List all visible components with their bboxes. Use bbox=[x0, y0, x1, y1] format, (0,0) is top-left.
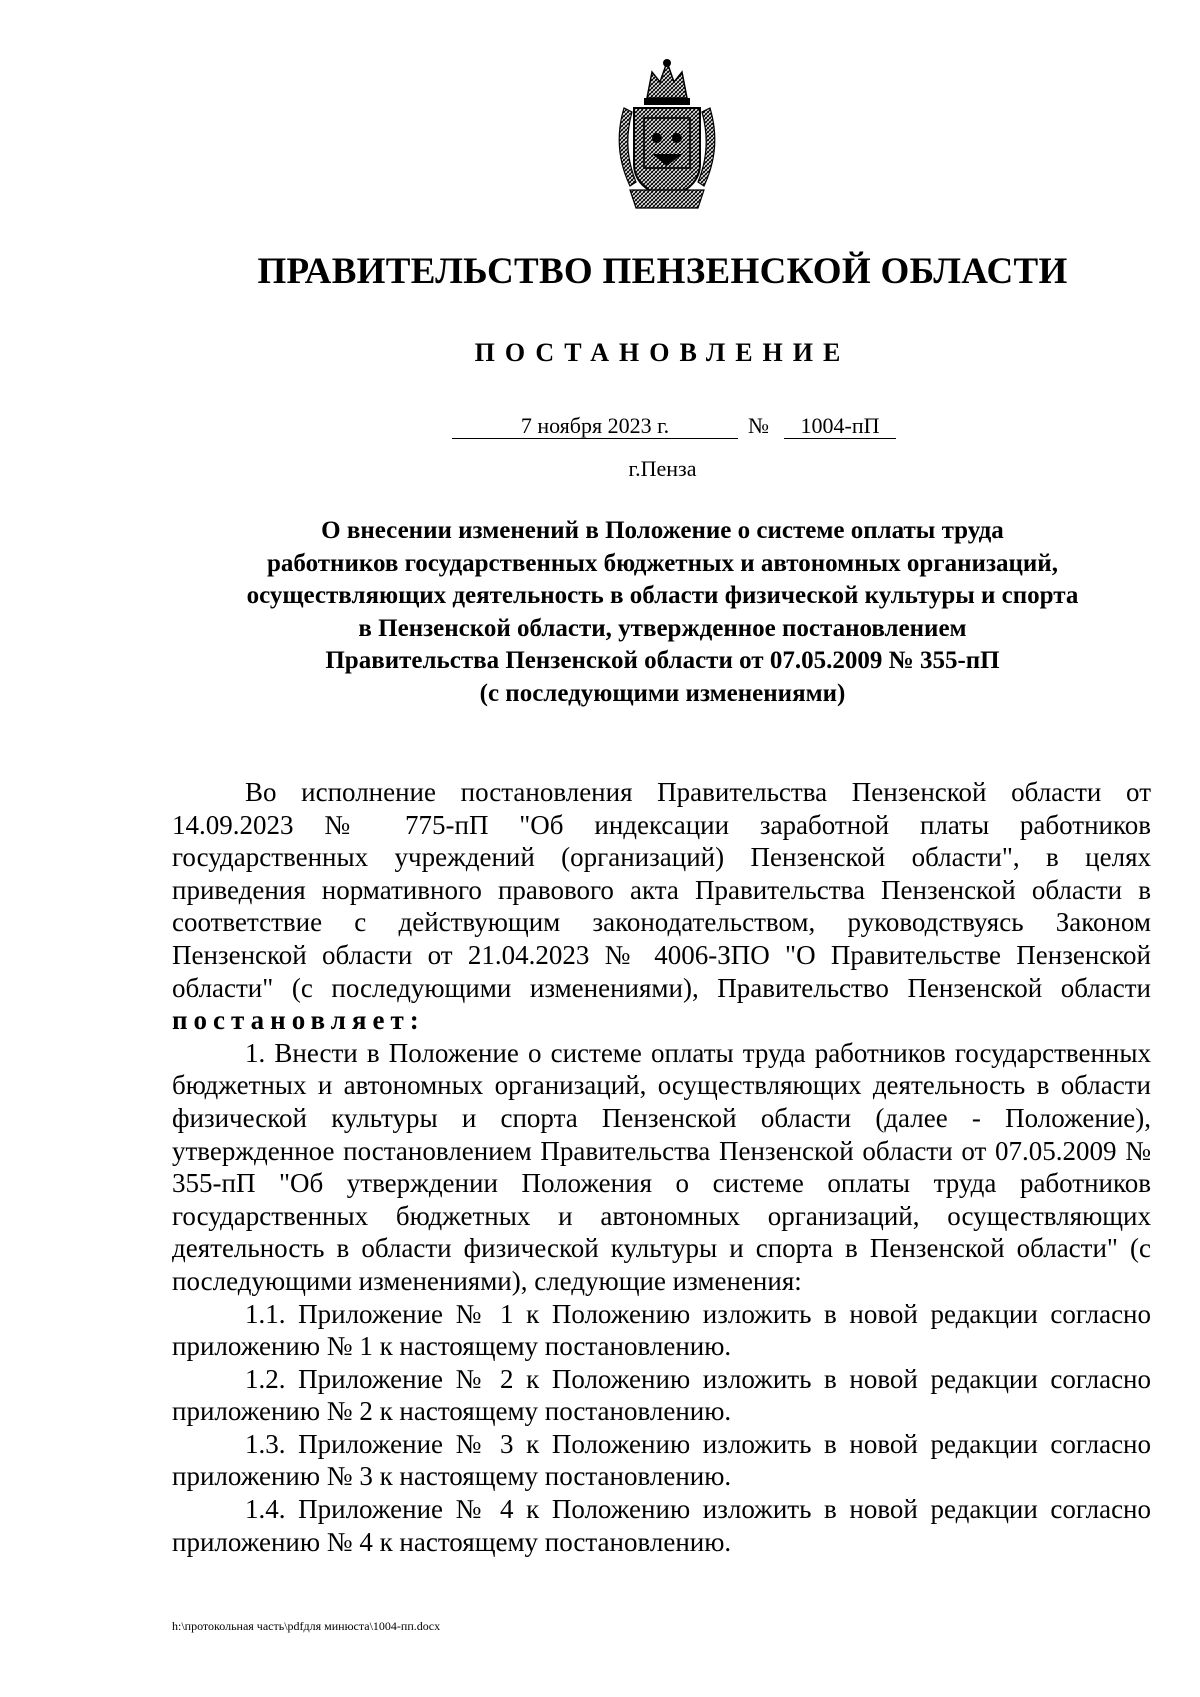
document-body bbox=[172, 776, 1151, 1558]
organization-title: ПРАВИТЕЛЬСТВО ПЕНЗЕНСКОЙ ОБЛАСТИ bbox=[257, 251, 1068, 292]
heading-line: в Пензенской области, утвержденное постановлением bbox=[358, 614, 967, 642]
item-1-2-paragraph: 1.2. Приложение № 2 к Положению изложить в новой редакции согласно приложению № 2 к настоящему постановлению. bbox=[172, 1363, 1151, 1427]
number-sign: № bbox=[748, 413, 769, 438]
item-1-1-paragraph: 1.1. Приложение № 1 к Положению изложить в новой редакции согласно приложению № 1 к настоящему постановлению. bbox=[172, 1298, 1151, 1362]
heading-line: О внесении изменений в Положение о системе оплаты труда bbox=[321, 517, 1004, 544]
resolves-word: постановляет: bbox=[172, 1005, 425, 1036]
item-1-4-paragraph: 1.4. Приложение № 4 к Положению изложить в новой редакции согласно приложению № 4 к настоящему постановлению. bbox=[172, 1494, 1151, 1557]
preamble-text: Во исполнение постановления Правительства Пензенской области от 14.09.2023 № 775-пП "Об индексации заработной платы работников государственных учреждений (организаций) Пензенской области", в целях приведения нормативного правового акта Правительства Пензенской области в соответствие с действующим законодательством, руководствуясь Законом Пензенской области от 21.04.2023 № 4006-ЗПО "О Правительстве Пензенской области" (с последующими изменениями), Правительство Пензенской области bbox=[172, 777, 1151, 1003]
file-path-footer: h:\протокольная часть\pdfдля минюста\1004-пп.docx bbox=[172, 1619, 441, 1633]
document-number: 1004-пП bbox=[784, 414, 896, 439]
heading-line: работников государственных бюджетных и автономных организаций, bbox=[267, 549, 1058, 577]
item-1-3-paragraph: 1.3. Приложение № 3 к Положению изложить в новой редакции согласно приложению № 3 к настоящему постановлению. bbox=[172, 1428, 1151, 1492]
city: г.Пенза bbox=[628, 456, 697, 481]
coat-of-arms-icon bbox=[602, 58, 732, 212]
heading-line: Правительства Пензенской области от 07.05.2009 № 355-пП bbox=[325, 647, 1000, 674]
item-1-paragraph: 1. Внести в Положение о системе оплаты труда работников государственных бюджетных и автономных организаций, осуществляющих деятельность в области физической культуры и спорта Пензенской области (далее - Положение), утвержденное постановлением Правительства Пензенской области от 07.05.2009 № 355-пП "Об утверждении Положения о системе оплаты труда работников государственных бюджетных и автономных организаций, осуществляющих деятельность в области физической культуры и спорта в Пензенской области" (с последующими изменениями), следующие изменения: bbox=[172, 1037, 1151, 1296]
heading-line: осуществляющих деятельность в области физической культуры и спорта bbox=[246, 582, 1079, 609]
document-heading bbox=[150, 515, 1175, 710]
document-type: ПОСТАНОВЛЕНИЕ bbox=[474, 338, 851, 367]
preamble-paragraph bbox=[172, 776, 1151, 1037]
document-date: 7 ноября 2023 г. bbox=[452, 414, 738, 439]
heading-line: (с последующими изменениями) bbox=[479, 679, 846, 707]
